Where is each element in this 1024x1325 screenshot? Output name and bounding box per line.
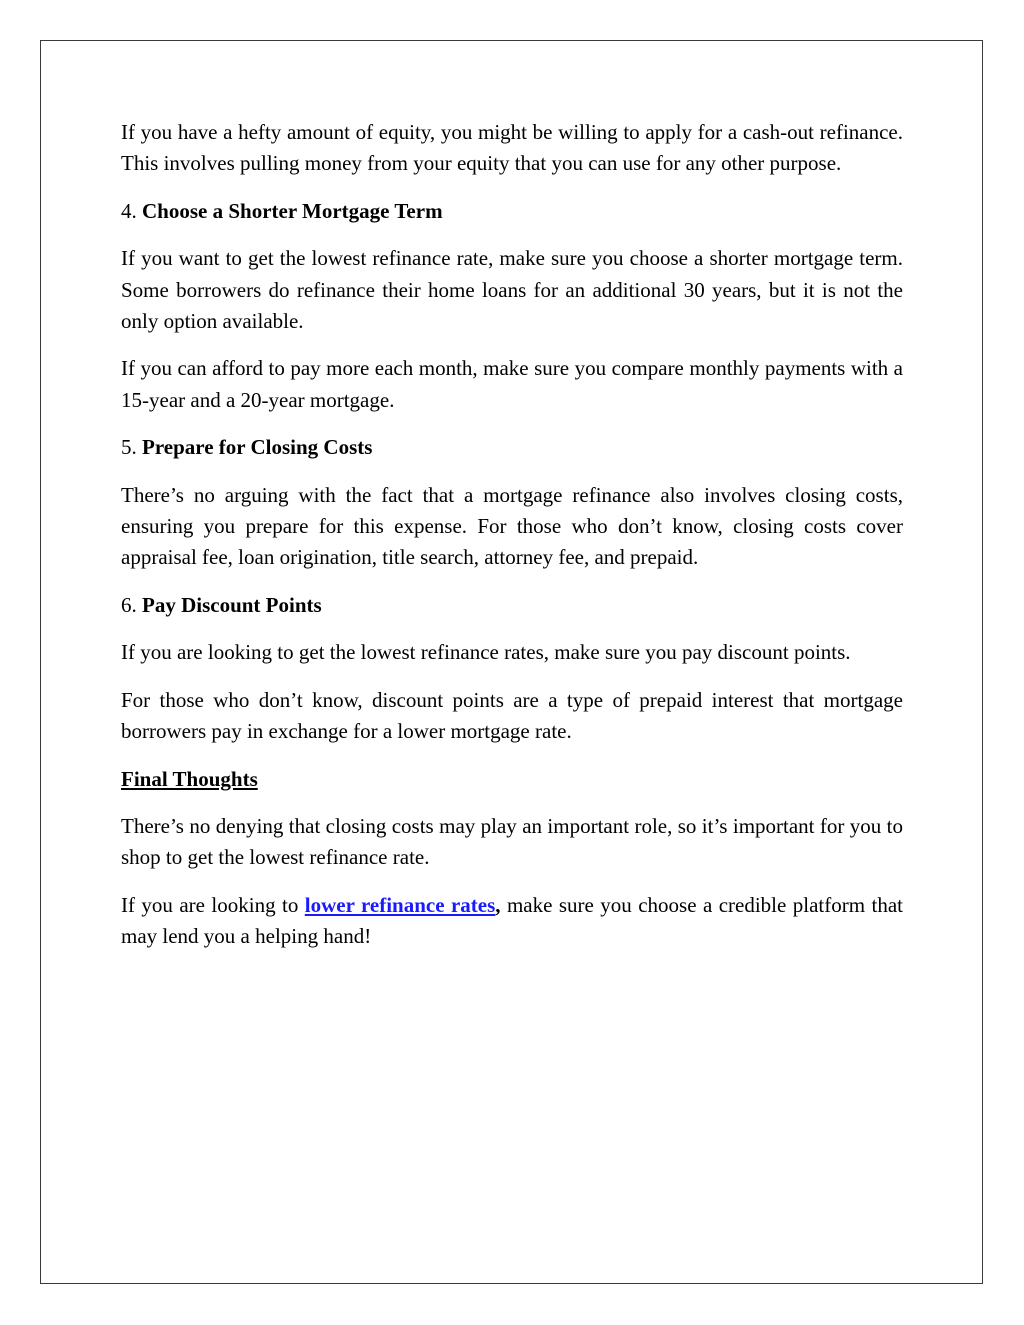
- link-comma: ,: [495, 892, 501, 917]
- section-heading-6: [121, 590, 903, 621]
- section-number: 6.: [121, 592, 142, 617]
- section-title: Pay Discount Points: [142, 592, 322, 617]
- paragraph-shop-lowest-rate: There’s no denying that closing costs may play an important role, so it’s important for you to shop to get the lowest refinance rate.: [121, 813, 903, 870]
- final-thoughts-heading: Final Thoughts: [121, 766, 258, 791]
- paragraph-monthly-payments: If you can afford to pay more each month, make sure you compare monthly payments with a 15-year and a 20-year mortgage.: [121, 356, 903, 412]
- section-title: Choose a Shorter Mortgage Term: [142, 198, 443, 223]
- document-body: [121, 117, 903, 969]
- paragraph-prepaid-interest: For those who don’t know, discount points are a type of prepaid interest that mortgage borrowers pay in exchange for a lower mortgage rate.: [121, 687, 903, 744]
- paragraph-closing-costs: There’s no arguing with the fact that a mortgage refinance also involves closing costs, ensuring you prepare for this expense. For those who don’t know, closing costs cover appraisal fee, loan origination, title search, attorney fee, and prepaid.: [121, 482, 903, 570]
- section-number: 4.: [121, 198, 142, 223]
- paragraph-cash-out: If you have a hefty amount of equity, you might be willing to apply for a cash-out refinance. This involves pulling money from your equity that you can use for any other purpose.: [121, 120, 903, 176]
- section-heading-5: [121, 432, 903, 463]
- lower-refinance-rates-link[interactable]: lower refinance rates: [304, 892, 496, 917]
- section-title: Prepare for Closing Costs: [142, 435, 373, 460]
- paragraph-discount-points: If you are looking to get the lowest refinance rates, make sure you pay discount points.: [121, 640, 851, 665]
- paragraph-text-after-link: make sure you choose a credible platform that may lend you a helping hand!: [121, 892, 903, 949]
- section-heading-4: [121, 196, 903, 227]
- paragraph-text-before-link: If you are looking to: [121, 892, 305, 917]
- section-number: 5.: [121, 435, 142, 460]
- paragraph-shorter-term: If you want to get the lowest refinance rate, make sure you choose a shorter mortgage term. Some borrowers do refinance their home loans for an additional 30 years, but it is not the only option available.: [121, 246, 903, 334]
- paragraph-credible-platform: [121, 890, 903, 953]
